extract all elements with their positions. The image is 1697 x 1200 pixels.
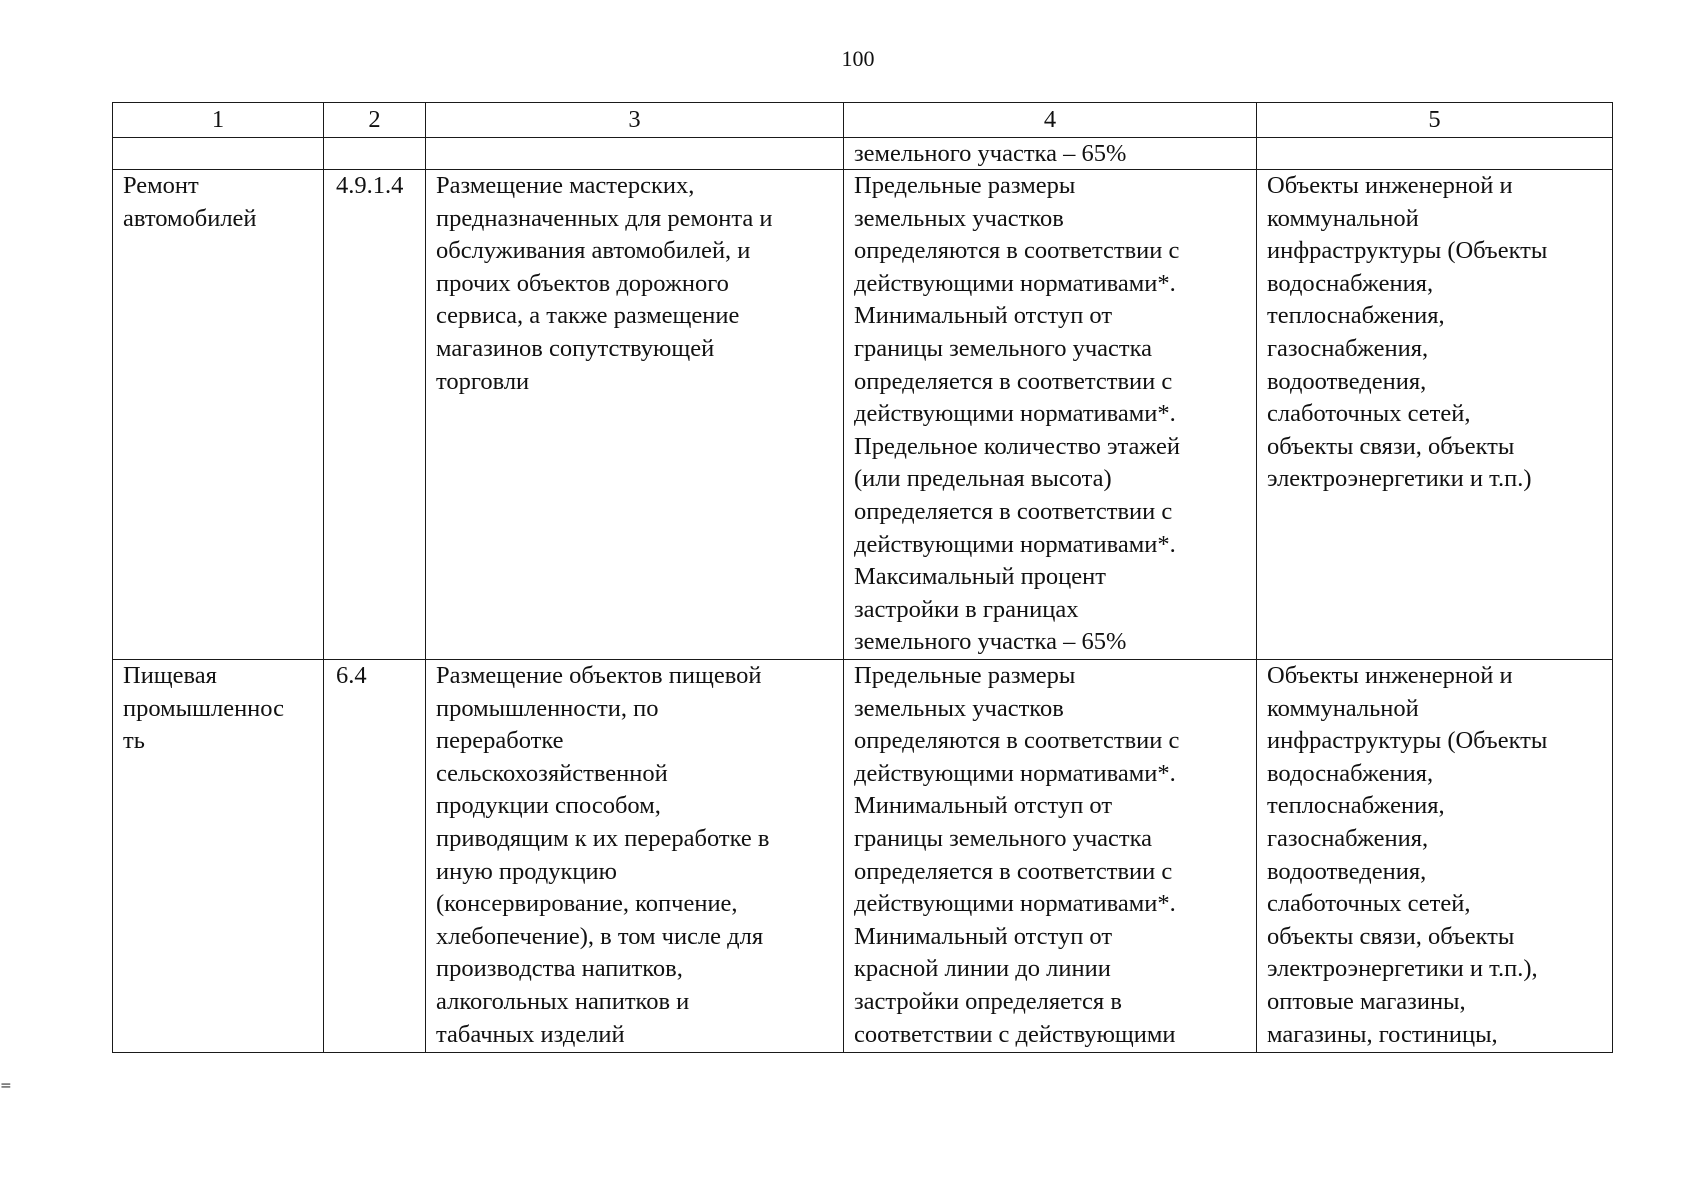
use-name-cell: Ремонт автомобилей <box>113 170 324 660</box>
use-code-cell: 6.4 <box>324 660 426 1053</box>
parameters-cell: Предельные размеры земельных участков определяются в соответствии с действующими нормативами*. Минимальный отступ от границы земельного участка определяется в соответствии с действующими нормативами*. Минимальный отступ от красной линии до линии застройки определяется в соответствии с действующими <box>844 660 1257 1053</box>
page-number: 100 <box>841 46 875 71</box>
column-number-3: 3 <box>426 103 844 138</box>
use-description-cell: Размещение мастерских, предназначенных для ремонта и обслуживания автомобилей, и прочих объектов дорожного сервиса, а также размещение магазинов сопутствующей торговли <box>426 170 844 660</box>
table-row <box>113 660 1613 1053</box>
use-description-cell: Размещение объектов пищевой промышленности, по переработке сельскохозяйственной продукции способом, приводящим к их переработке в иную продукцию (консервирование, копчение, хлебопечение), в том числе для производства напитков, алкогольных напитков и табачных изделий <box>426 660 844 1053</box>
use-code-cell: 4.9.1.4 <box>324 170 426 660</box>
parameters-cell: Предельные размеры земельных участков определяются в соответствии с действующими нормативами*. Минимальный отступ от границы земельного участка определяется в соответствии с действующими нормативами*. Предельное количество этажей (или предельная высота) определяется в соответствии с действующими нормативами*. Максимальный процент застройки в границах земельного участка – 65% <box>844 170 1257 660</box>
continuation-row <box>113 138 1613 170</box>
land-use-table <box>112 102 1613 1053</box>
column-number-2: 2 <box>324 103 426 138</box>
table-row <box>113 170 1613 660</box>
continuation-cell-2 <box>324 138 426 170</box>
continuation-cell-5 <box>1257 138 1613 170</box>
continuation-cell-1 <box>113 138 324 170</box>
column-number-1: 1 <box>113 103 324 138</box>
column-number-5: 5 <box>1257 103 1613 138</box>
column-number-4: 4 <box>844 103 1257 138</box>
use-name-cell: Пищевая промышленнос ть <box>113 660 324 1053</box>
column-number-row <box>113 103 1613 138</box>
scan-edge-mark-left: = <box>0 1078 12 1094</box>
auxiliary-uses-cell: Объекты инженерной и коммунальной инфраструктуры (Объекты водоснабжения, теплоснабжения, газоснабжения, водоотведения, слаботочных сетей, объекты связи, объекты электроэнергетики и т.п.), оптовые магазины, магазины, гостиницы, <box>1257 660 1613 1053</box>
continuation-cell-3 <box>426 138 844 170</box>
continuation-cell-4: земельного участка – 65% <box>844 138 1257 170</box>
auxiliary-uses-cell: Объекты инженерной и коммунальной инфраструктуры (Объекты водоснабжения, теплоснабжения, газоснабжения, водоотведения, слаботочных сетей, объекты связи, объекты электроэнергетики и т.п.) <box>1257 170 1613 660</box>
